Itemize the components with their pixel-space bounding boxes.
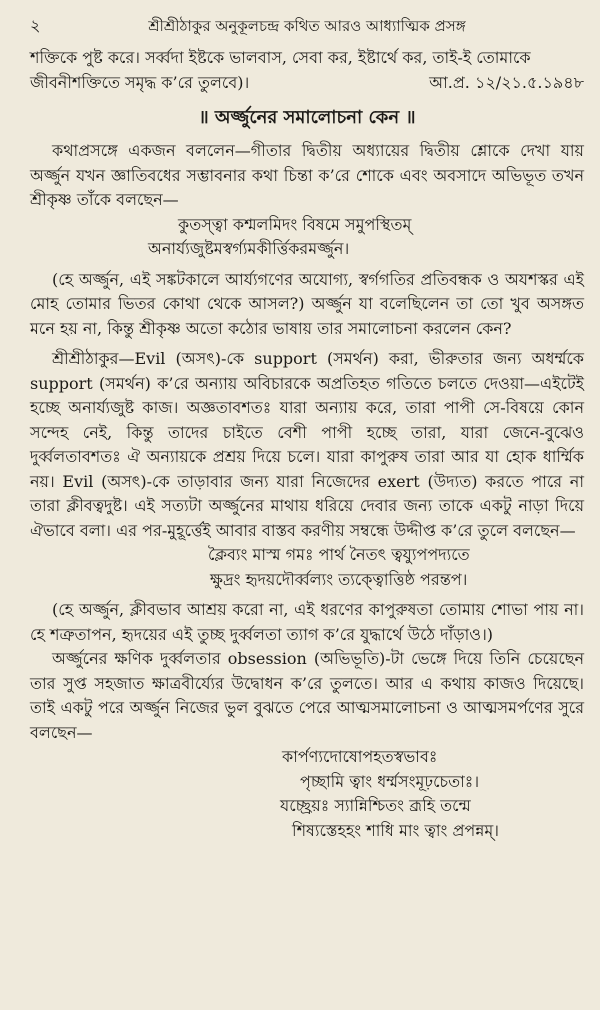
intro-line-2-row — [30, 71, 584, 96]
verse-line: ক্লৈব্যং মাস্ম গমঃ পার্থ নৈতৎ ত্বয্যুপপদ্যতে — [208, 545, 470, 564]
verse-block-3 — [30, 745, 584, 843]
paragraph-translation-1: (হে অর্জ্জুন, এই সঙ্কটকালে আর্য্যগণের অযোগ্য, স্বর্গগতির প্রতিবন্ধক ও অযশস্কর এই মোহ তোমার ভিতর কোথা থেকে আসল?) অর্জ্জুন যা বলেছিলেন তা তো খুব অসঙ্গত মনে হয় না, কিন্তু শ্রীকৃষ্ণ অতো কঠোর ভাষায় তার সমালোচনা করলেন কেন? — [30, 269, 584, 338]
paragraph-translation-2: (হে অর্জ্জুন, ক্লীবভাব আশ্রয় করো না, এই ধরণের কাপুরুষতা তোমায় শোভা পায় না। হে শত্রুতাপন, হৃদয়ের এই তুচ্ছ দুর্ব্বলতা ত্যাগ ক’রে যুদ্ধার্থে উঠে দাঁড়াও।) — [30, 600, 584, 644]
verse-block-1 — [30, 213, 584, 262]
page-header — [30, 16, 584, 36]
verse-line: কুতস্ত্বা কশ্মলমিদং বিষমে সমুপস্থিতম্ — [178, 214, 412, 234]
verse-line: শিষ্যস্তেহহং শাধি মাং ত্বাং প্রপন্নম্। — [292, 820, 499, 840]
running-head: শ্রীশ্রীঠাকুর অনুকূলচন্দ্র কথিত আরও আধ্যাত্মিক প্রসঙ্গ — [148, 17, 466, 35]
verse-line: পৃচ্ছামি ত্বাং ধর্ম্মসংমূঢ়চেতাঃ। — [300, 771, 480, 791]
paragraph-question: কথাপ্রসঙ্গে একজন বললেন—গীতার দ্বিতীয় অধ্যায়ের দ্বিতীয় শ্লোকে দেখা যায় অর্জ্জুন যখন জ্ঞাতিবধের সম্ভাবনার কথা চিন্তা ক’রে শোকে এবং অবসাদে অভিভূত তখন শ্রীকৃষ্ণ তাঁকে বলছেন— — [30, 141, 584, 209]
verse-line: ক্ষুদ্রং হৃদয়দৌর্ব্বল্যং ত্যক্ত্বোত্তিষ্ঠ পরন্তপ। — [210, 569, 468, 589]
paragraph-explanation: অর্জ্জুনের ক্ষণিক দুর্ব্বলতার obsession (অভিভূতি)-টা ভেঙ্গে দিয়ে তিনি চেয়েছেন তার সুপ্ত সহজাত ক্ষাত্রবীর্য্যের উদ্বোধন ক’রে তুলতে। আর এ কথায় কাজও দিয়েছে। তাই একটু পরে অর্জ্জুন নিজের ভুল বুঝতে পেরে আত্মসমালোচনা ও আত্মসমর্পণের সুরে বলছেন— — [30, 649, 584, 742]
verse-line: কার্পণ্যদোষোপহতস্বভাবঃ — [282, 747, 438, 766]
citation: আ.প্র. ১২/২১.৫.১৯৪৮ — [429, 72, 584, 92]
verse-line: যচ্ছ্রেয়ঃ স্যান্নিশ্চিতং ব্রূহি তন্মে — [280, 796, 471, 815]
intro-line-1: শক্তিকে পুষ্ট করে। সর্ব্বদা ইষ্টকে ভালবাস, সেবা কর, ইষ্টার্থে কর, তাই-ই তোমাকে — [30, 48, 531, 67]
verse-line: অনার্য্যজুষ্টমস্বর্গ্যমকীর্ত্তিকরমর্জ্জুন। — [148, 239, 350, 258]
paragraph-answer: শ্রীশ্রীঠাকুর—Evil (অসৎ)-কে support (সমর্থন) করা, ভীরুতার জন্য অধর্ম্মকে support (সমর্থন) ক’রে অন্যায় অবিচারকে অপ্রতিহত গতিতে চলতে দেওয়া—এইটেই হচ্ছে অনার্য্যজুষ্ট কাজ। অজ্ঞতাবশতঃ যারা অন্যায় করে, তারা পাপী সে-বিষয়ে কোন সন্দেহ নেই, কিন্তু তাদের চাইতে বেশী পাপী হচ্ছে তারা, যারা জেনে-বুঝেও দুর্ব্বলতাবশতঃ ঐ অন্যায়কে প্রশ্রয় দিয়ে চলে। যারা কাপুরুষ তারা আর যা হোক ধার্ম্মিক নয়। Evil (অসৎ)-কে তাড়াবার জন্য যারা নিজেদের exert (উদ্যত) করতে পারে না তারা ক্লীবত্বদুষ্ট। এই সত্যটা অর্জ্জুনের মাথায় ধরিয়ে দেবার জন্য তাকে একটু নাড়া দিয়ে ঐভাবে বলা। এর পর-মুহূর্ত্তেই আবার বাস্তব করণীয় সম্বন্ধে উদ্দীপ্ত ক’রে তুলে বলছেন— — [30, 349, 584, 540]
section-title: ॥ অর্জ্জুনের সমালোচনা কেন ॥ — [198, 107, 416, 128]
intro-line-2: জীবনীশক্তিতে সমৃদ্ধ ক’রে তুলবে)। — [30, 72, 250, 92]
page-number: ২ — [30, 16, 41, 35]
verse-block-2 — [30, 543, 584, 592]
